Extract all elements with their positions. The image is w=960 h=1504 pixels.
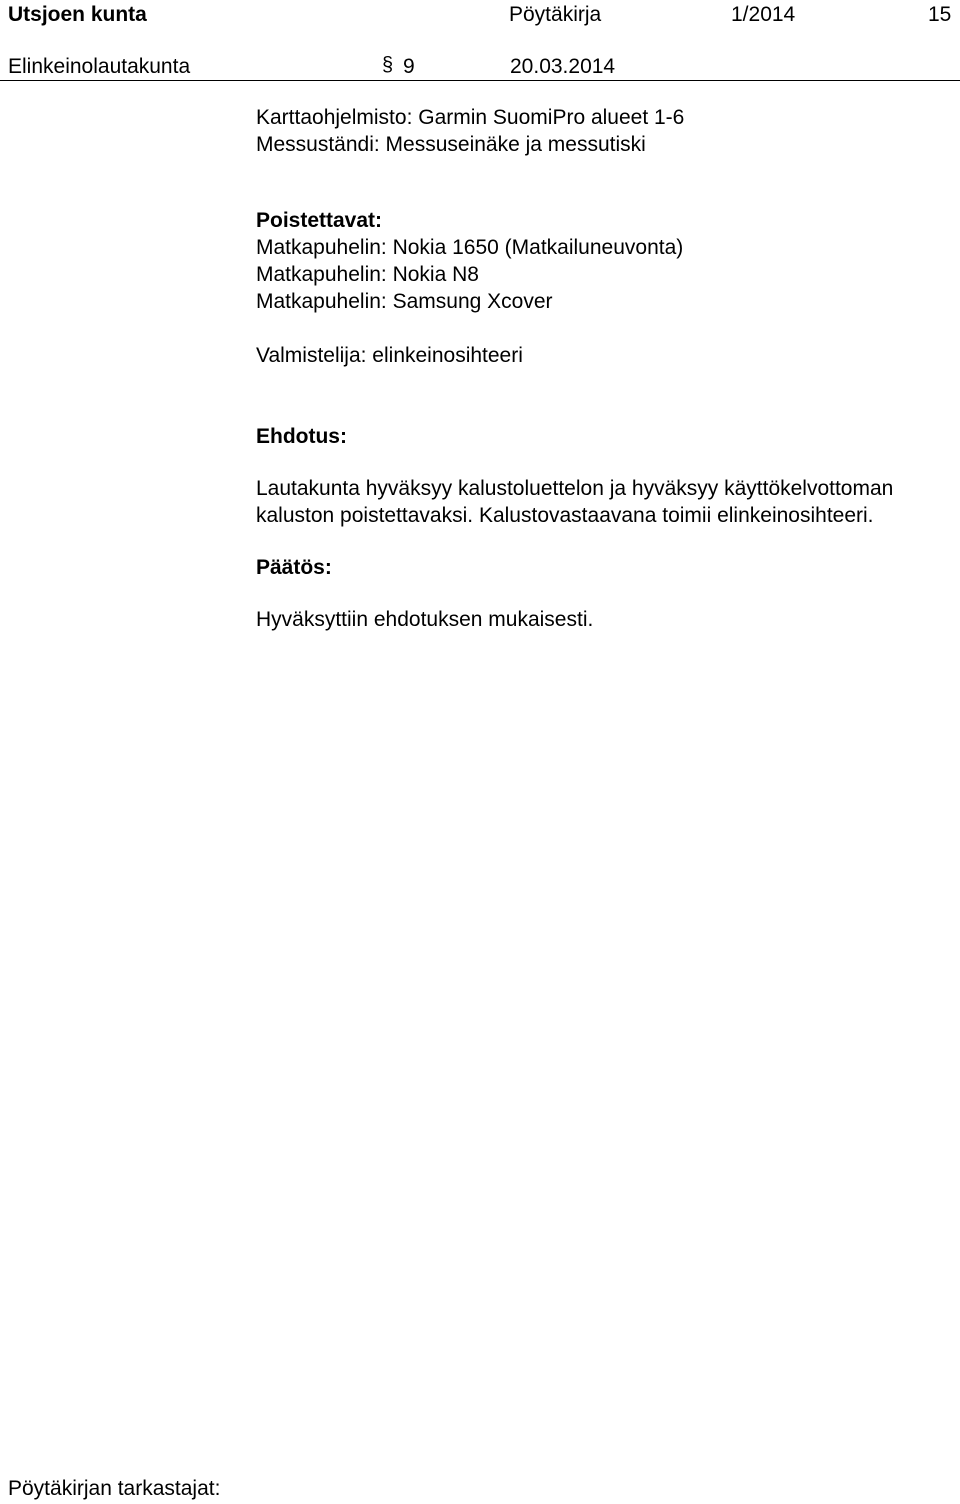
decision-text: Hyväksyttiin ehdotuksen mukaisesti.: [256, 608, 594, 631]
removable-item: Matkapuhelin: Nokia 1650 (Matkailuneuvonta): [256, 236, 684, 259]
header-divider: [0, 80, 960, 81]
section-number: 9: [403, 55, 415, 78]
removable-item: Matkapuhelin: Nokia N8: [256, 263, 479, 286]
reviewers-label: Pöytäkirjan tarkastajat:: [8, 1477, 221, 1500]
decision-text-block: [256, 606, 956, 633]
intro-list: [256, 104, 956, 158]
proposal-heading: Ehdotus:: [256, 425, 347, 448]
removable-heading: Poistettavat:: [256, 209, 383, 232]
preparer-section: [256, 342, 956, 369]
removable-item: Matkapuhelin: Samsung Xcover: [256, 290, 553, 313]
page-number: 15: [928, 3, 952, 26]
intro-line: Messuständi: Messuseinäke ja messutiski: [256, 133, 646, 156]
intro-line: Karttaohjelmisto: Garmin SuomiPro alueet 1-6: [256, 106, 685, 129]
proposal-heading-block: [256, 423, 956, 450]
proposal-line: Lautakunta hyväksyy kalustoluettelon ja hyväksyy käyttökelvottoman: [256, 477, 894, 500]
proposal-text: [256, 475, 956, 529]
meeting-date: 20.03.2014: [510, 55, 616, 78]
section-sign-icon: §: [382, 54, 394, 76]
document-number: 1/2014: [731, 3, 796, 26]
document-type: Pöytäkirja: [509, 3, 602, 26]
decision-heading: Päätös:: [256, 556, 332, 579]
removable-section: [256, 207, 956, 315]
organization-name: Utsjoen kunta: [8, 3, 147, 26]
decision-heading-block: [256, 554, 956, 581]
preparer-text: Valmistelija: elinkeinosihteeri: [256, 344, 523, 367]
board-name: Elinkeinolautakunta: [8, 55, 191, 78]
proposal-line: kaluston poistettavaksi. Kalustovastaavana toimii elinkeinosihteeri.: [256, 504, 874, 527]
